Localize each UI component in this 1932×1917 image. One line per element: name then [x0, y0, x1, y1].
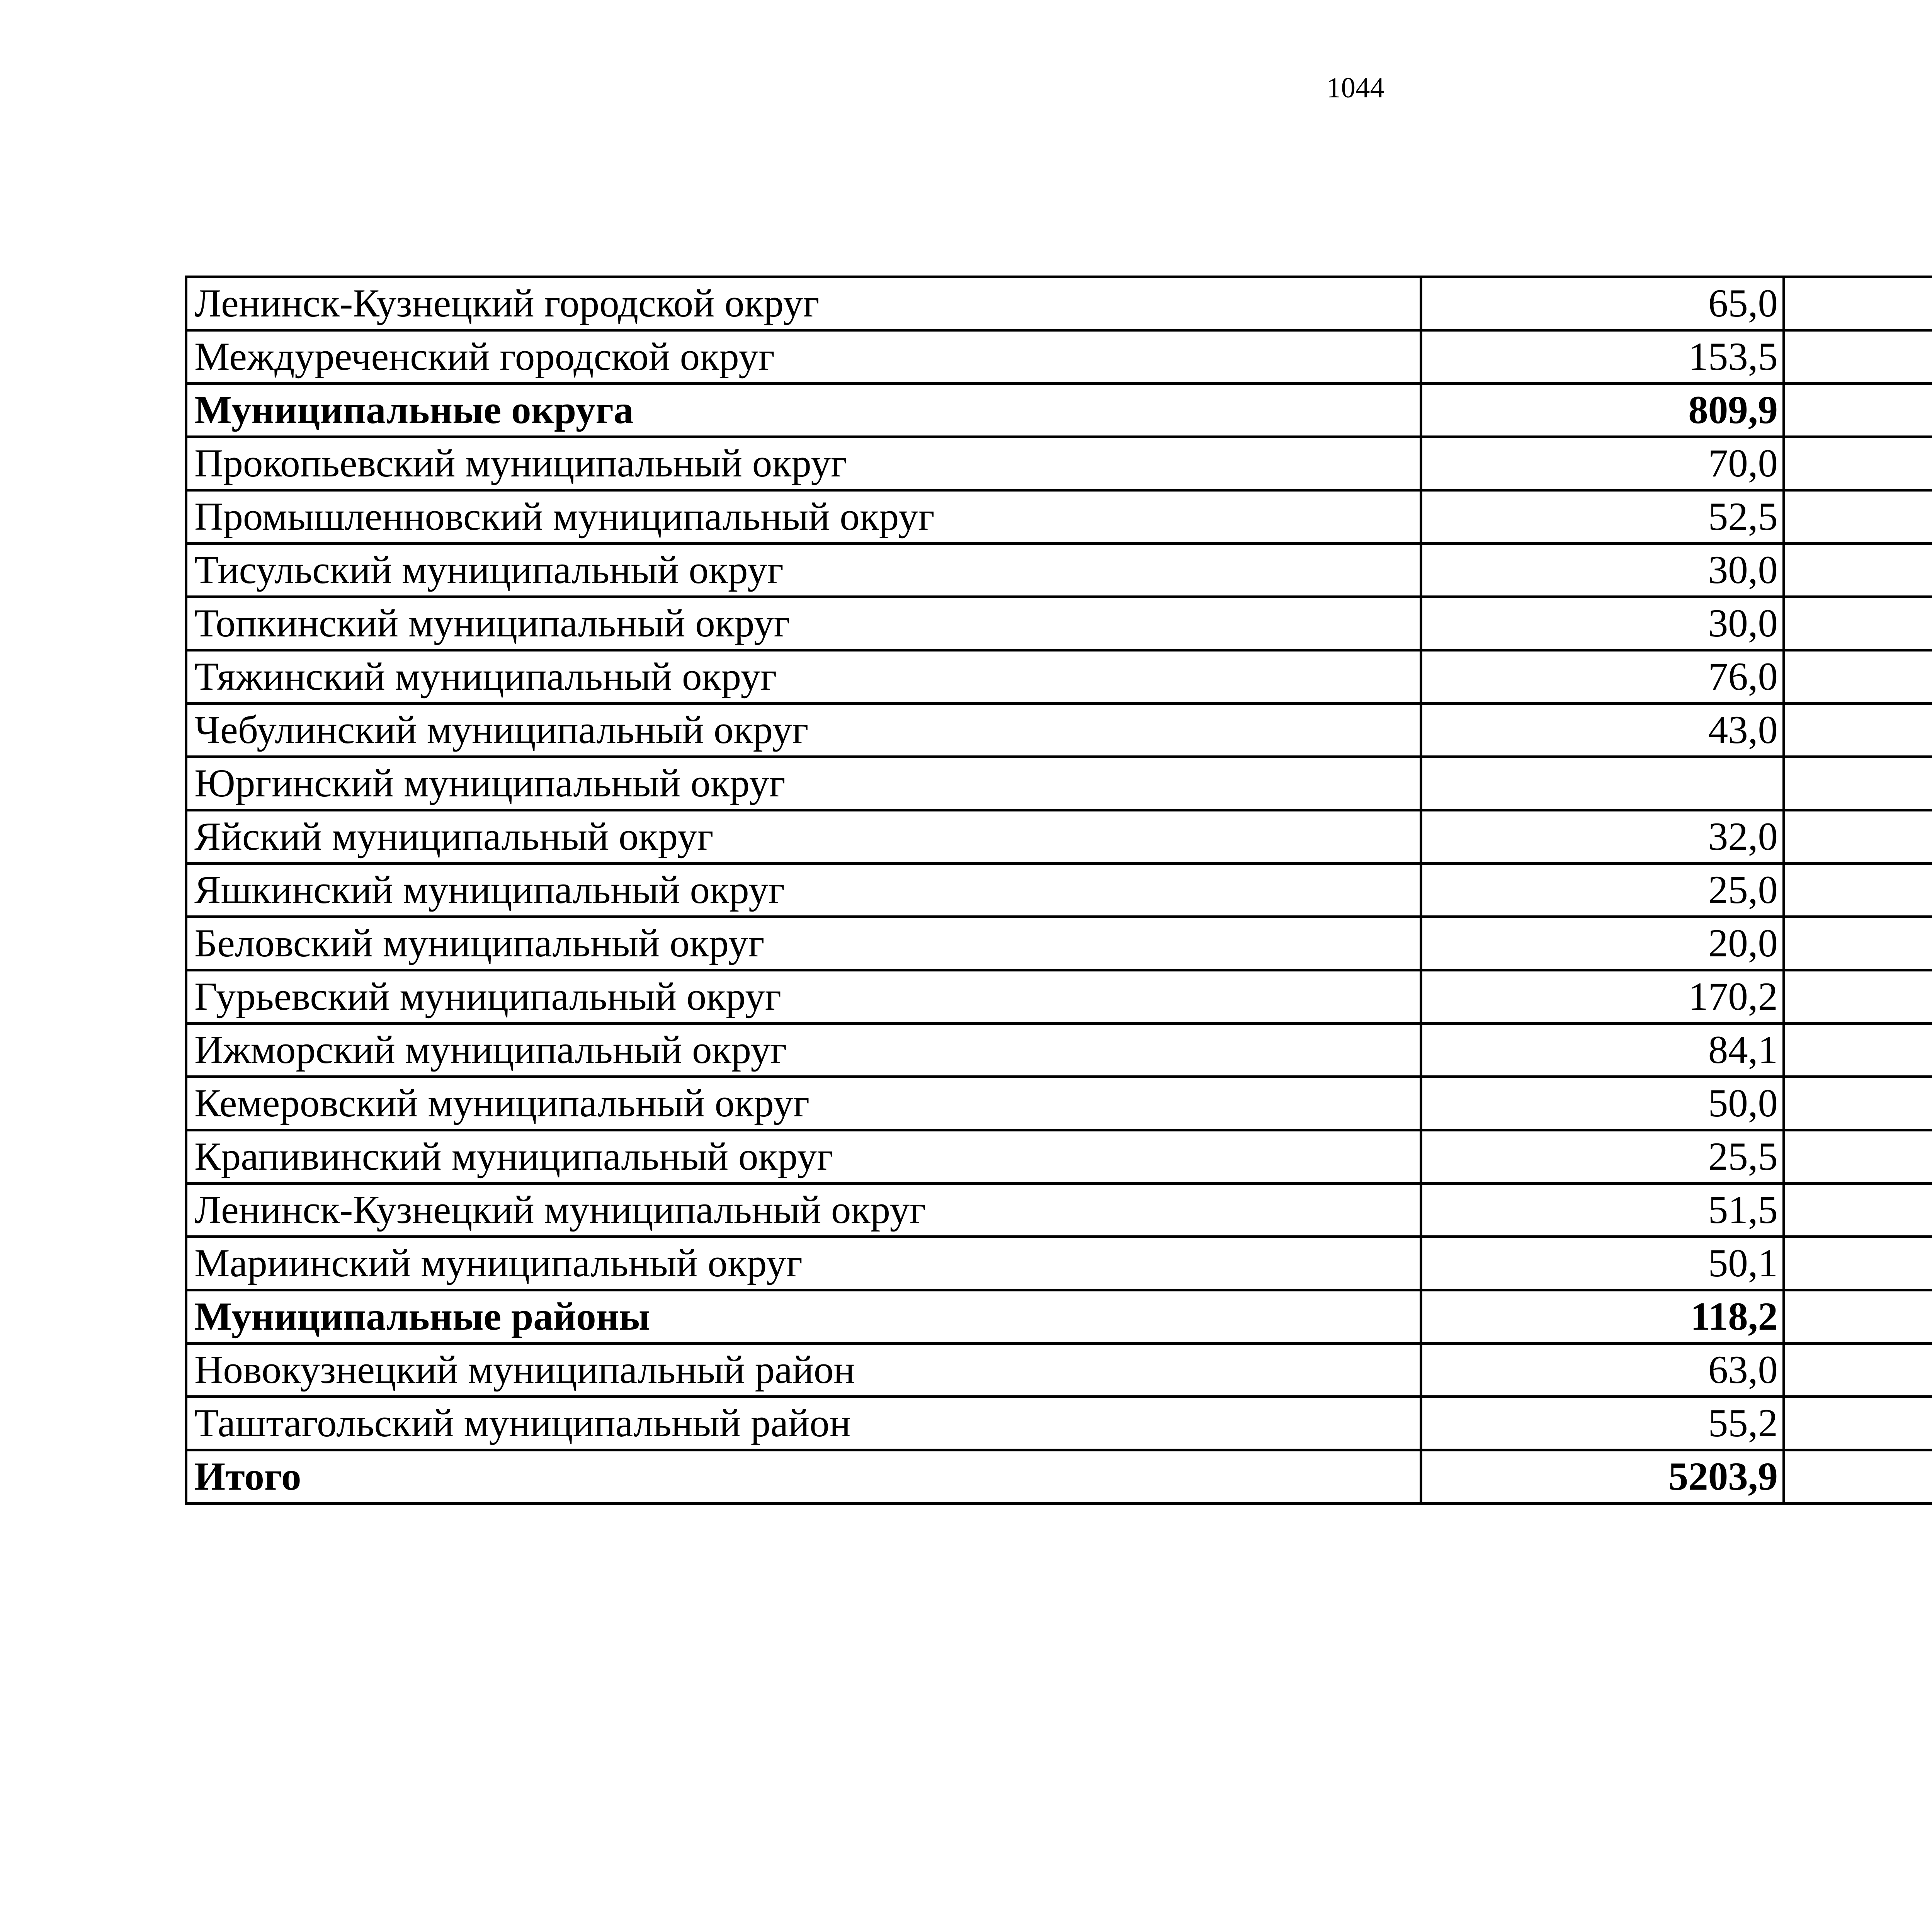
cell-value-2: [1784, 437, 1932, 490]
table-row-subtotal: [186, 384, 1932, 437]
table-row: [186, 1130, 1932, 1184]
cell-value-2: [1784, 490, 1932, 544]
cell-value-1: 32,0: [1421, 810, 1784, 864]
table-row: [186, 1077, 1932, 1130]
cell-value-2: [1784, 970, 1932, 1024]
table-row: [186, 810, 1932, 864]
cell-territory-name: Кемеровский муниципальный округ: [186, 1077, 1421, 1130]
cell-value-1: 43,0: [1421, 704, 1784, 757]
cell-value-1: 52,5: [1421, 490, 1784, 544]
cell-territory-name: Таштагольский муниципальный район: [186, 1397, 1421, 1450]
cell-value-1: 30,0: [1421, 544, 1784, 597]
table-row: [186, 544, 1932, 597]
cell-value-2: [1784, 1077, 1932, 1130]
table-row: [186, 650, 1932, 704]
cell-value-2: [1784, 277, 1932, 330]
table-row: [186, 1184, 1932, 1237]
table-row: [186, 970, 1932, 1024]
table-row: [186, 330, 1932, 384]
cell-value-2: [1784, 1024, 1932, 1077]
cell-value-2: [1784, 1397, 1932, 1450]
cell-territory-name: Юргинский муниципальный округ: [186, 757, 1421, 810]
cell-value-2: [1784, 704, 1932, 757]
cell-value-2: [1784, 1290, 1932, 1344]
cell-value-2: [1784, 330, 1932, 384]
cell-value-2: [1784, 1450, 1932, 1504]
cell-value-2: [1784, 650, 1932, 704]
table-row: [186, 490, 1932, 544]
cell-territory-name: Яшкинский муниципальный округ: [186, 864, 1421, 917]
cell-value-2: [1784, 810, 1932, 864]
cell-territory-name: Ижморский муниципальный округ: [186, 1024, 1421, 1077]
cell-territory-name: Итого: [186, 1450, 1421, 1504]
table-row: [186, 437, 1932, 490]
cell-value-2: [1784, 384, 1932, 437]
cell-value-2: [1784, 597, 1932, 650]
cell-territory-name: Прокопьевский муниципальный округ: [186, 437, 1421, 490]
cell-value-2: [1784, 1344, 1932, 1397]
table-row-subtotal: [186, 1290, 1932, 1344]
cell-territory-name: Тяжинский муниципальный округ: [186, 650, 1421, 704]
page-number: 1044: [1327, 72, 1384, 104]
cell-territory-name: Ленинск-Кузнецкий городской округ: [186, 277, 1421, 330]
cell-value-1: 30,0: [1421, 597, 1784, 650]
cell-value-1: 170,2: [1421, 970, 1784, 1024]
cell-value-1: 65,0: [1421, 277, 1784, 330]
table-row: [186, 1397, 1932, 1450]
cell-value-1: 50,1: [1421, 1237, 1784, 1290]
cell-value-2: [1784, 917, 1932, 970]
cell-value-1: 84,1: [1421, 1024, 1784, 1077]
cell-value-1: 25,5: [1421, 1130, 1784, 1184]
cell-value-1: [1421, 757, 1784, 810]
cell-value-1: 809,9: [1421, 384, 1784, 437]
table-row: [186, 277, 1932, 330]
cell-territory-name: Промышленновский муниципальный округ: [186, 490, 1421, 544]
cell-value-1: 51,5: [1421, 1184, 1784, 1237]
cell-territory-name: Беловский муниципальный округ: [186, 917, 1421, 970]
cell-territory-name: Междуреченский городской округ: [186, 330, 1421, 384]
cell-value-2: [1784, 1184, 1932, 1237]
cell-value-2: [1784, 1130, 1932, 1184]
cell-value-1: 50,0: [1421, 1077, 1784, 1130]
table-row-subtotal: [186, 1450, 1932, 1504]
table-body: [186, 277, 1932, 1504]
cell-value-1: 70,0: [1421, 437, 1784, 490]
cell-territory-name: Гурьевский муниципальный округ: [186, 970, 1421, 1024]
cell-value-2: [1784, 864, 1932, 917]
cell-value-1: 153,5: [1421, 330, 1784, 384]
cell-value-1: 55,2: [1421, 1397, 1784, 1450]
table-row: [186, 864, 1932, 917]
cell-value-2: [1784, 1237, 1932, 1290]
cell-value-1: 76,0: [1421, 650, 1784, 704]
cell-value-1: 118,2: [1421, 1290, 1784, 1344]
cell-territory-name: Топкинский муниципальный округ: [186, 597, 1421, 650]
cell-territory-name: Новокузнецкий муниципальный район: [186, 1344, 1421, 1397]
table-row: [186, 597, 1932, 650]
cell-territory-name: Яйский муниципальный округ: [186, 810, 1421, 864]
table-row: [186, 917, 1932, 970]
cell-value-2: [1784, 757, 1932, 810]
table-row: [186, 757, 1932, 810]
table-row: [186, 1344, 1932, 1397]
table-row: [186, 704, 1932, 757]
cell-territory-name: Мариинский муниципальный округ: [186, 1237, 1421, 1290]
cell-value-1: 20,0: [1421, 917, 1784, 970]
data-table: [185, 276, 1932, 1505]
cell-territory-name: Ленинск-Кузнецкий муниципальный округ: [186, 1184, 1421, 1237]
cell-territory-name: Тисульский муниципальный округ: [186, 544, 1421, 597]
cell-value-1: 25,0: [1421, 864, 1784, 917]
cell-territory-name: Крапивинский муниципальный округ: [186, 1130, 1421, 1184]
cell-value-1: 5203,9: [1421, 1450, 1784, 1504]
table-row: [186, 1237, 1932, 1290]
cell-value-1: 63,0: [1421, 1344, 1784, 1397]
cell-territory-name: Муниципальные округа: [186, 384, 1421, 437]
table-row: [186, 1024, 1932, 1077]
cell-value-2: [1784, 544, 1932, 597]
cell-territory-name: Муниципальные районы: [186, 1290, 1421, 1344]
cell-territory-name: Чебулинский муниципальный округ: [186, 704, 1421, 757]
